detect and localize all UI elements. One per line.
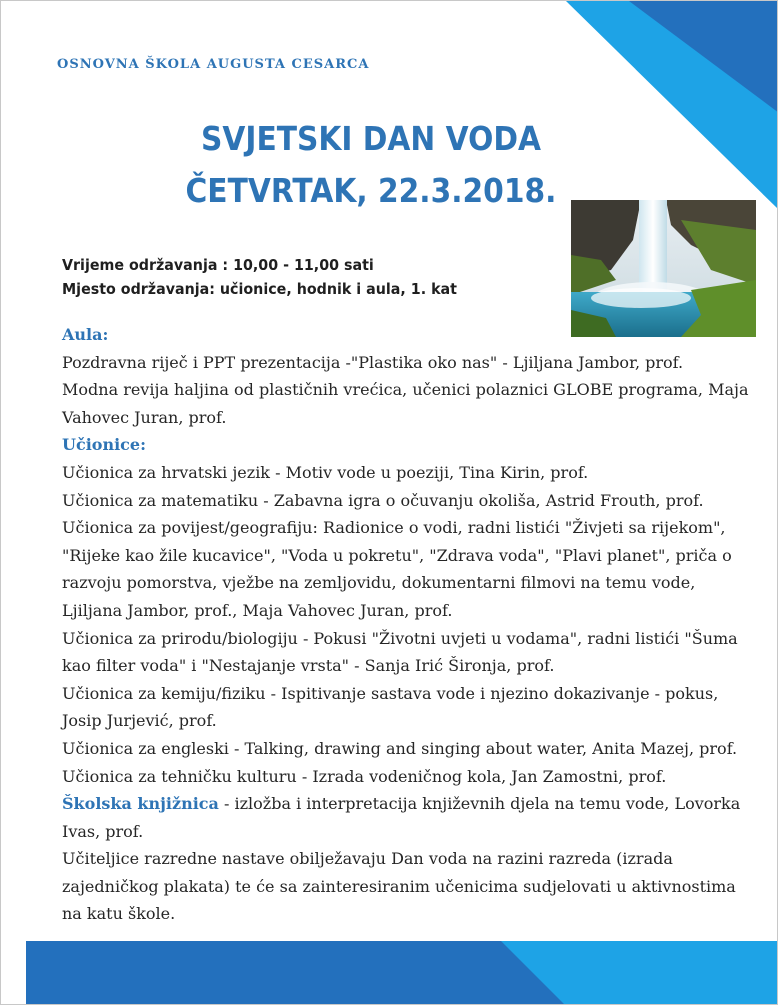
- ucionica-item: Učionica za hrvatski jezik - Motiv vode u poeziji, Tina Kirin, prof.: [62, 462, 589, 482]
- ucionice-heading: Učionice:: [62, 435, 146, 455]
- waterfall-photo: [571, 200, 756, 337]
- ucionica-item: Učionica za tehničku kulturu - Izrada vodeničnog kola, Jan Zamostni, prof.: [62, 766, 667, 786]
- title-line-2: ČETVRTAK, 22.3.2018.: [185, 171, 557, 210]
- library-label: Školska knjižnica: [62, 794, 219, 814]
- event-details: [62, 253, 457, 301]
- ucionica-item: Učionica za kemiju/fiziku - Ispitivanje sastava vode i njezino dokazivanje - pokus, Josip Jurjević, prof.: [62, 683, 719, 731]
- event-time: Vrijeme održavanja : 10,00 - 11,00 sati: [62, 256, 374, 274]
- school-name: OSNOVNA ŠKOLA AUGUSTA CESARCA: [57, 57, 370, 72]
- aula-item: Modna revija haljina od plastičnih vrećica, učenici polaznici GLOBE programa, Maja Vahovec Juran, prof.: [62, 380, 749, 427]
- aula-heading: Aula:: [62, 325, 109, 344]
- closing-paragraph: Učiteljice razredne nastave obilježavaju Dan voda na razini razreda (izrada zajedničkog plakata) te će sa zainteresiranim učenicima sudjelovati u aktivnostima na katu škole.: [62, 849, 736, 924]
- library-text: - izložba i interpretacija književnih djela na temu vode, Lovorka Ivas, prof.: [62, 794, 741, 841]
- program-text: [62, 321, 752, 928]
- ucionica-item: Učionica za engleski - Talking, drawing and singing about water, Anita Mazej, prof.: [62, 738, 738, 758]
- page-title: [137, 113, 605, 217]
- event-place: Mjesto održavanja: učionice, hodnik i aula, 1. kat: [62, 280, 457, 298]
- library-item: [62, 790, 752, 845]
- aula-item: Pozdravna riječ i PPT prezentacija -"Plastika oko nas" - Ljiljana Jambor, prof.: [62, 352, 684, 372]
- title-line-1: SVJETSKI DAN VODA: [201, 119, 541, 158]
- ucionica-item: Učionica za prirodu/biologiju - Pokusi "Životni uvjeti u vodama", radni listići "Šuma kao filter voda" i "Nestajanje vrsta" - Sanja Irić Šironja, prof.: [62, 628, 738, 676]
- footer-band: [1, 941, 778, 1005]
- ucionica-item: Učionica za matematiku - Zabavna igra o očuvanju okoliša, Astrid Frouth, prof.: [62, 490, 704, 510]
- ucionica-item: Učionica za povijest/geografiju: Radionice o vodi, radni listići "Živjeti sa rijekom", "Rijeke kao žile kucavice", "Voda u pokretu", "Zdrava voda", "Plavi planet", priča o razvoju pomorstva, vježbe na zemljovidu, dokumentarni filmovi na temu vode, Ljiljana Jambor, prof., Maja Vahovec Juran, prof.: [62, 518, 732, 620]
